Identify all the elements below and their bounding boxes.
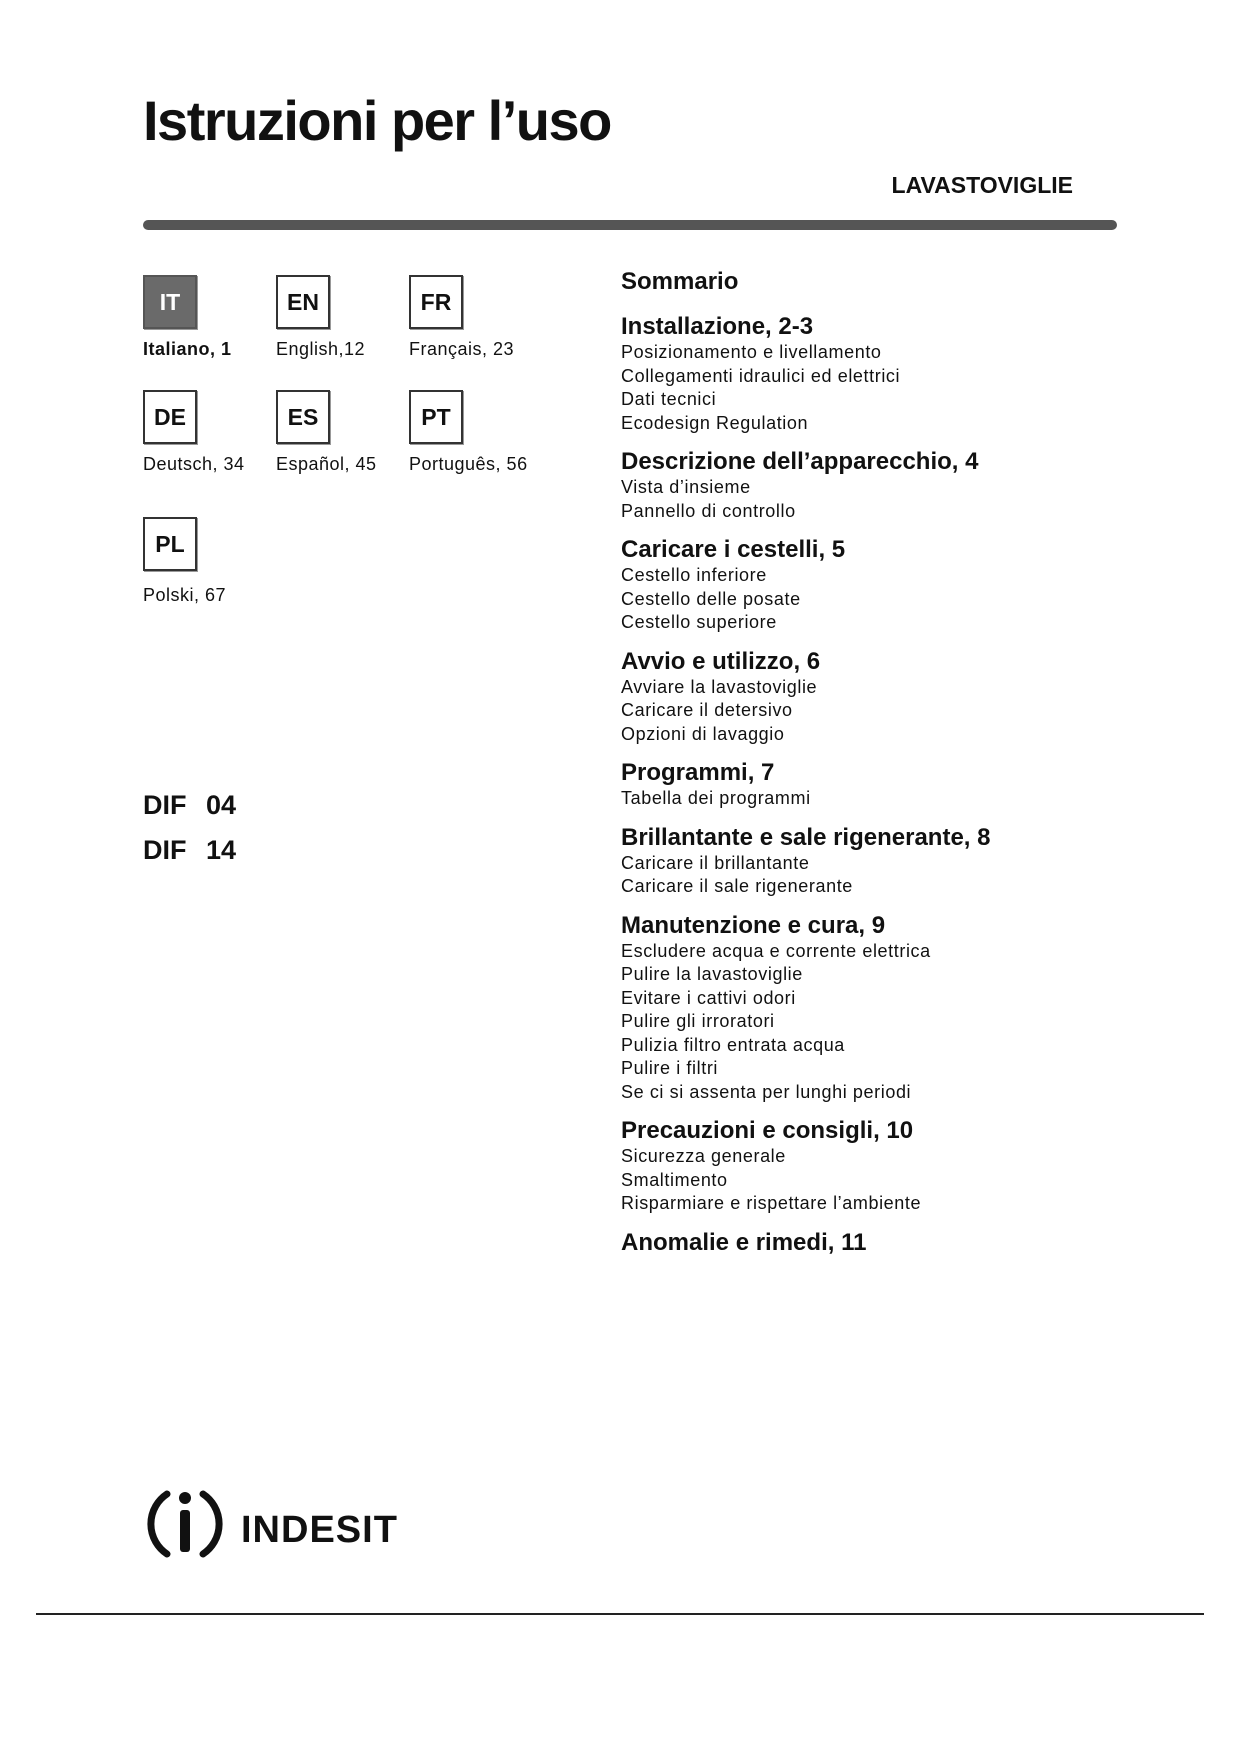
toc-section xyxy=(621,1117,1181,1216)
toc-item[interactable]: Cestello inferiore xyxy=(621,565,767,585)
toc-section-title[interactable]: Programmi, 7 xyxy=(621,759,775,786)
language-label-pl: Polski, 67 xyxy=(143,585,227,605)
toc-section xyxy=(621,448,1181,523)
brand-logo xyxy=(143,1482,398,1566)
language-label-en: English,12 xyxy=(276,339,366,359)
toc-item[interactable]: Tabella dei programmi xyxy=(621,788,811,808)
brand-name: indesit xyxy=(241,1494,398,1554)
indesit-logo-icon xyxy=(143,1482,227,1566)
language-it[interactable] xyxy=(143,275,283,360)
toc-section xyxy=(621,1229,1181,1257)
toc-section-title[interactable]: Installazione, 2-3 xyxy=(621,313,814,340)
language-code-en[interactable]: EN xyxy=(276,275,330,329)
model-number: DIF 04 xyxy=(143,790,237,820)
toc-item[interactable]: Caricare il detersivo xyxy=(621,700,793,720)
toc-item[interactable]: Risparmiare e rispettare l’ambiente xyxy=(621,1193,922,1213)
language-label-fr: Français, 23 xyxy=(409,339,515,359)
toc-item[interactable]: Collegamenti idraulici ed elettrici xyxy=(621,365,901,386)
language-label-pt: Português, 56 xyxy=(409,454,528,474)
toc-section xyxy=(621,824,1181,899)
language-code-es[interactable]: ES xyxy=(276,390,330,444)
toc-section-title[interactable]: Anomalie e rimedi, 11 xyxy=(621,1228,867,1256)
language-pt[interactable] xyxy=(409,390,549,475)
toc-item[interactable]: Pulire gli irroratori xyxy=(621,1011,775,1031)
language-de[interactable] xyxy=(143,390,283,475)
product-type: LAVASTOVIGLIE xyxy=(891,172,1073,198)
toc-item[interactable]: Escludere acqua e corrente elettrica xyxy=(621,940,931,961)
toc-item[interactable]: Pulire i filtri xyxy=(621,1058,719,1078)
footer-divider xyxy=(36,1613,1204,1615)
toc-item[interactable]: Ecodesign Regulation xyxy=(621,412,809,433)
toc-section-title[interactable]: Caricare i cestelli, 5 xyxy=(621,536,846,563)
toc-item[interactable]: Pulizia filtro entrata acqua xyxy=(621,1034,845,1055)
language-label-it: Italiano, 1 xyxy=(143,339,232,359)
toc-item[interactable]: Cestello superiore xyxy=(621,612,777,632)
language-code-it[interactable]: IT xyxy=(143,275,197,329)
toc-item[interactable]: Vista d’insieme xyxy=(621,477,751,497)
language-code-fr[interactable]: FR xyxy=(409,275,463,329)
toc-item[interactable]: Avviare la lavastoviglie xyxy=(621,676,818,697)
toc-item[interactable]: Se ci si assenta per lunghi periodi xyxy=(621,1081,912,1102)
toc-section xyxy=(621,536,1181,635)
toc-section xyxy=(621,313,1181,435)
toc-heading: Sommario xyxy=(621,268,739,295)
language-en[interactable] xyxy=(276,275,416,360)
toc-section xyxy=(621,912,1181,1105)
toc-item[interactable]: Caricare il sale rigenerante xyxy=(621,876,853,896)
language-es[interactable] xyxy=(276,390,416,475)
toc-section-title[interactable]: Precauzioni e consigli, 10 xyxy=(621,1117,914,1144)
toc-item[interactable]: Opzioni di lavaggio xyxy=(621,723,785,744)
toc-item[interactable]: Pannello di controllo xyxy=(621,500,796,521)
toc-section xyxy=(621,648,1181,747)
toc-item[interactable]: Posizionamento e livellamento xyxy=(621,342,882,362)
toc-item[interactable]: Smaltimento xyxy=(621,1169,728,1190)
language-label-de: Deutsch, 34 xyxy=(143,454,245,474)
language-fr[interactable] xyxy=(409,275,549,360)
toc-item[interactable]: Evitare i cattivi odori xyxy=(621,987,796,1008)
toc-item[interactable]: Dati tecnici xyxy=(621,389,717,409)
header-divider xyxy=(143,220,1117,230)
language-code-de[interactable]: DE xyxy=(143,390,197,444)
page-title: Istruzioni per l’uso xyxy=(143,89,611,152)
toc-section-title[interactable]: Brillantante e sale rigenerante, 8 xyxy=(621,823,991,851)
toc-section xyxy=(621,759,1181,811)
language-code-pl[interactable]: PL xyxy=(143,517,197,571)
toc-section-title[interactable]: Descrizione dell’apparecchio, 4 xyxy=(621,448,979,475)
toc-item[interactable]: Pulire la lavastoviglie xyxy=(621,964,803,984)
language-code-pt[interactable]: PT xyxy=(409,390,463,444)
model-number: DIF 14 xyxy=(143,835,237,865)
toc-item[interactable]: Caricare il brillantante xyxy=(621,852,810,873)
toc-item[interactable]: Cestello delle posate xyxy=(621,588,801,609)
table-of-contents xyxy=(621,268,1181,1270)
toc-section-title[interactable]: Manutenzione e cura, 9 xyxy=(621,911,886,939)
language-label-es: Español, 45 xyxy=(276,454,377,474)
language-pl[interactable] xyxy=(143,517,283,606)
toc-section-title[interactable]: Avvio e utilizzo, 6 xyxy=(621,647,821,675)
toc-item[interactable]: Sicurezza generale xyxy=(621,1146,786,1166)
